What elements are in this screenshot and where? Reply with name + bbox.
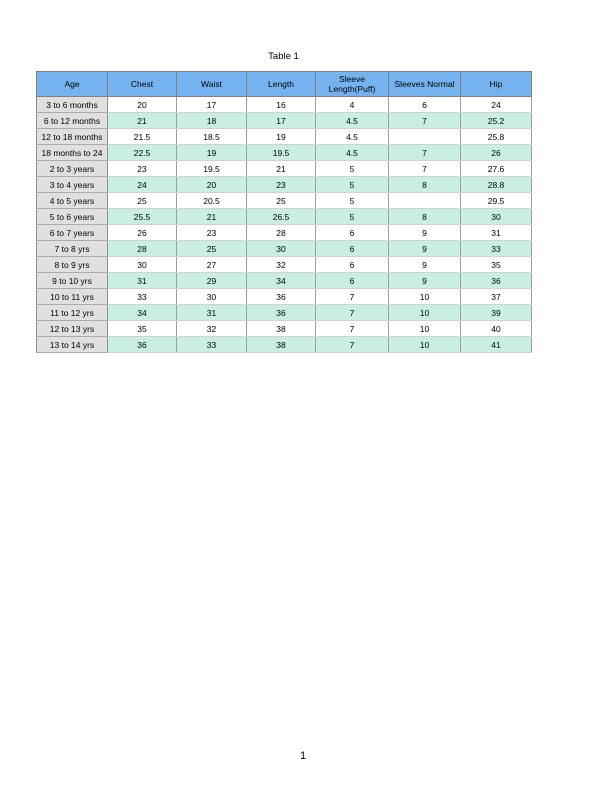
table-cell: 31	[108, 273, 177, 289]
table-cell: 25.2	[461, 113, 532, 129]
table-cell: 17	[247, 113, 316, 129]
table-cell: 19	[177, 145, 247, 161]
table-row	[37, 97, 532, 113]
table-cell: 30	[461, 209, 532, 225]
table-cell: 6	[389, 97, 461, 113]
table-cell: 17	[177, 97, 247, 113]
table-cell: 10	[389, 289, 461, 305]
table-cell: 26.5	[247, 209, 316, 225]
table-cell: 21	[108, 113, 177, 129]
row-header-age: 12 to 18 months	[37, 129, 108, 145]
table-cell: 25	[108, 193, 177, 209]
table-cell: 20.5	[177, 193, 247, 209]
table-cell: 25.5	[108, 209, 177, 225]
table-cell: 24	[461, 97, 532, 113]
table-cell: 18	[177, 113, 247, 129]
row-header-age: 3 to 6 months	[37, 97, 108, 113]
table-cell: 31	[461, 225, 532, 241]
table-cell: 20	[108, 97, 177, 113]
table-cell: 25	[177, 241, 247, 257]
table-cell: 23	[177, 225, 247, 241]
table-cell: 39	[461, 305, 532, 321]
table-cell: 18.5	[177, 129, 247, 145]
table-cell: 21.5	[108, 129, 177, 145]
table-cell: 23	[108, 161, 177, 177]
table-cell: 9	[389, 225, 461, 241]
table-cell: 7	[316, 337, 389, 353]
row-header-age: 10 to 11 yrs	[37, 289, 108, 305]
table-row	[37, 161, 532, 177]
table-cell: 10	[389, 305, 461, 321]
table-cell: 5	[316, 177, 389, 193]
table-cell: 38	[247, 337, 316, 353]
table-cell: 5	[316, 161, 389, 177]
table-row	[37, 305, 532, 321]
table-cell: 33	[108, 289, 177, 305]
row-header-age: 12 to 13 yrs	[37, 321, 108, 337]
table-cell: 28	[108, 241, 177, 257]
table-cell: 20	[177, 177, 247, 193]
table-cell: 5	[316, 193, 389, 209]
table-cell: 7	[389, 113, 461, 129]
table-cell: 28	[247, 225, 316, 241]
row-header-age: 4 to 5 years	[37, 193, 108, 209]
table-cell: 25.8	[461, 129, 532, 145]
table-cell: 4.5	[316, 145, 389, 161]
table-cell: 8	[389, 177, 461, 193]
table-cell: 27.6	[461, 161, 532, 177]
row-header-age: 11 to 12 yrs	[37, 305, 108, 321]
table-cell: 29	[177, 273, 247, 289]
table-cell: 4	[316, 97, 389, 113]
table-cell: 7	[316, 289, 389, 305]
row-header-age: 18 months to 24	[37, 145, 108, 161]
size-chart-table	[36, 71, 532, 353]
table-row	[37, 257, 532, 273]
table-cell: 28.8	[461, 177, 532, 193]
table-row	[37, 273, 532, 289]
table-cell: 6	[316, 241, 389, 257]
table-cell: 24	[108, 177, 177, 193]
table-cell: 7	[316, 321, 389, 337]
table-cell: 32	[177, 321, 247, 337]
table-cell: 9	[389, 273, 461, 289]
table-cell: 36	[247, 305, 316, 321]
table-row	[37, 193, 532, 209]
row-header-age: 6 to 7 years	[37, 225, 108, 241]
table-cell: 40	[461, 321, 532, 337]
table-cell: 27	[177, 257, 247, 273]
table-cell: 21	[247, 161, 316, 177]
table-row	[37, 337, 532, 353]
table-cell: 32	[247, 257, 316, 273]
row-header-age: 8 to 9 yrs	[37, 257, 108, 273]
table-cell: 29.5	[461, 193, 532, 209]
column-header-waist: Waist	[177, 72, 247, 97]
table-cell: 23	[247, 177, 316, 193]
table-cell: 30	[108, 257, 177, 273]
table-cell: 33	[177, 337, 247, 353]
table-caption: Table 1	[268, 51, 299, 62]
table-cell: 36	[247, 289, 316, 305]
header-row	[37, 72, 532, 97]
table-cell: 36	[461, 273, 532, 289]
column-header-sleeves-normal: Sleeves Normal	[389, 72, 461, 97]
column-header-age: Age	[37, 72, 108, 97]
row-header-age: 6 to 12 months	[37, 113, 108, 129]
table-cell: 4.5	[316, 113, 389, 129]
table-row	[37, 113, 532, 129]
table-cell: 35	[108, 321, 177, 337]
table-row	[37, 321, 532, 337]
table-cell: 36	[108, 337, 177, 353]
table-row	[37, 145, 532, 161]
table-cell: 25	[247, 193, 316, 209]
table-row	[37, 289, 532, 305]
table-cell: 4.5	[316, 129, 389, 145]
table-row	[37, 177, 532, 193]
table-cell: 21	[177, 209, 247, 225]
table-row	[37, 209, 532, 225]
table-cell: 9	[389, 257, 461, 273]
table-cell: 19.5	[247, 145, 316, 161]
table-cell: 19	[247, 129, 316, 145]
table-cell	[389, 193, 461, 209]
page-number: 1	[299, 750, 307, 762]
table-row	[37, 129, 532, 145]
table-cell: 8	[389, 209, 461, 225]
table-cell: 26	[108, 225, 177, 241]
table-cell: 16	[247, 97, 316, 113]
table-cell: 7	[389, 145, 461, 161]
table-cell: 7	[316, 305, 389, 321]
table-cell: 5	[316, 209, 389, 225]
table-body	[37, 97, 532, 353]
column-header-chest: Chest	[108, 72, 177, 97]
table-cell: 34	[108, 305, 177, 321]
table-cell: 41	[461, 337, 532, 353]
table-cell: 6	[316, 273, 389, 289]
table-cell: 31	[177, 305, 247, 321]
row-header-age: 3 to 4 years	[37, 177, 108, 193]
table-cell: 6	[316, 225, 389, 241]
column-header-length: Length	[247, 72, 316, 97]
table-cell: 22.5	[108, 145, 177, 161]
table-cell: 33	[461, 241, 532, 257]
table-cell: 19.5	[177, 161, 247, 177]
table-row	[37, 225, 532, 241]
table-cell: 38	[247, 321, 316, 337]
table-cell: 9	[389, 241, 461, 257]
column-header-sleeve-puff: Sleeve Length(Puff)	[316, 72, 389, 97]
row-header-age: 5 to 6 years	[37, 209, 108, 225]
row-header-age: 9 to 10 yrs	[37, 273, 108, 289]
row-header-age: 13 to 14 yrs	[37, 337, 108, 353]
table-cell	[389, 129, 461, 145]
table-cell: 10	[389, 337, 461, 353]
table-cell: 35	[461, 257, 532, 273]
table-cell: 30	[177, 289, 247, 305]
table-cell: 6	[316, 257, 389, 273]
column-header-hip: Hip	[461, 72, 532, 97]
table-cell: 30	[247, 241, 316, 257]
row-header-age: 7 to 8 yrs	[37, 241, 108, 257]
table-cell: 26	[461, 145, 532, 161]
table-cell: 34	[247, 273, 316, 289]
table-cell: 7	[389, 161, 461, 177]
table-cell: 10	[389, 321, 461, 337]
table-row	[37, 241, 532, 257]
row-header-age: 2 to 3 years	[37, 161, 108, 177]
table-cell: 37	[461, 289, 532, 305]
